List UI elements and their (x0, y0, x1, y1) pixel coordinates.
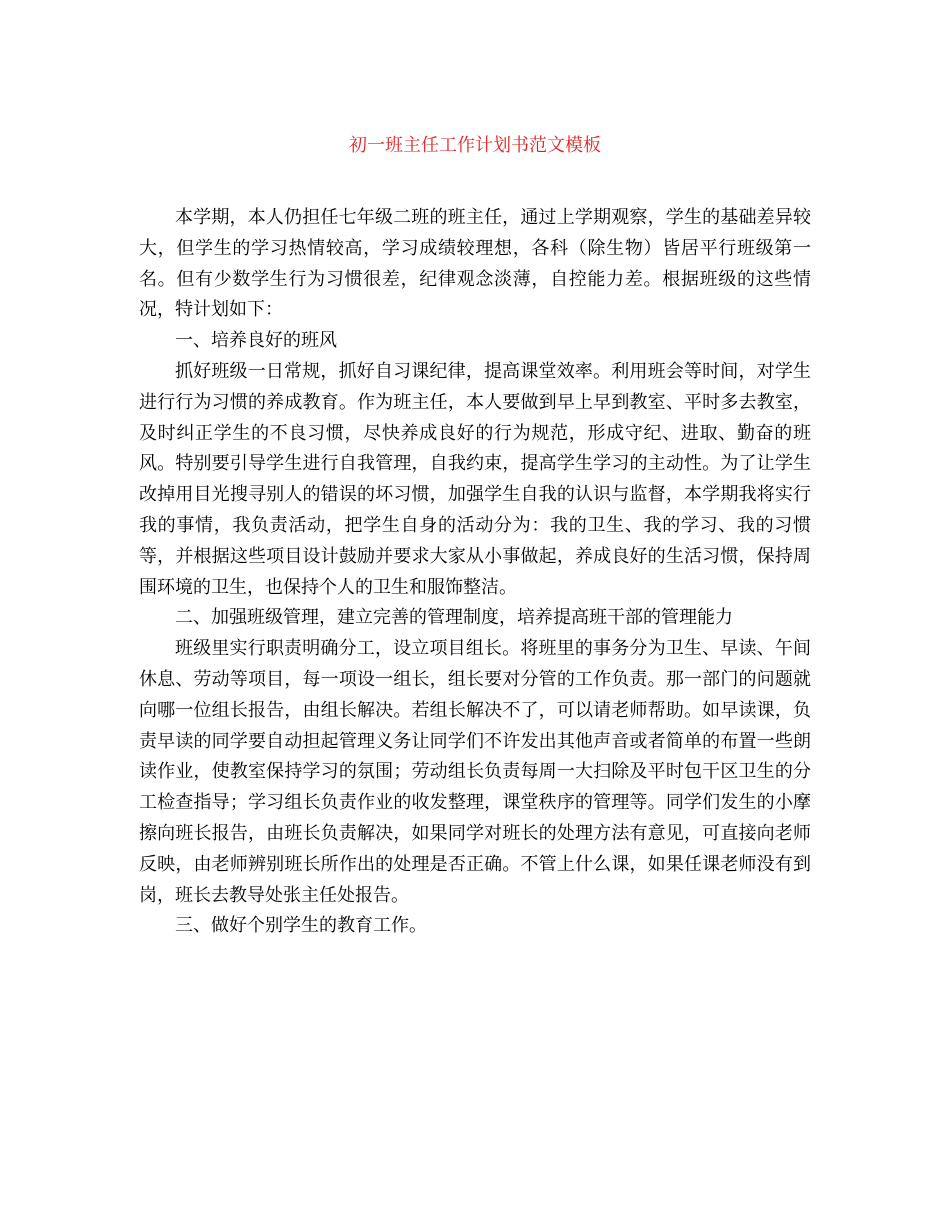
section-heading-1: 一、培养良好的班风 (175, 330, 337, 352)
paragraph-section-1: 抓好班级一日常规，抓好自习课纪律，提高课堂效率。利用班会等时间，对学生进行行为习惯的养成教育。作为班主任，本人要做到早上早到教室、平时多去教室，及时纠正学生的不良习惯，尽快养成良好的行为规范，形成守纪、进取、勤奋的班风。特别要引导学生进行自我管理，自我约束，提高学生学习的主动性。为了让学生改掉用目光搜寻别人的错误的坏习惯，加强学生自我的认识与监督，本学期我将实行我的事情，我负责活动，把学生自身的活动分为：我的卫生、我的学习、我的习惯等，并根据这些项目设计鼓励并要求大家从小事做起，养成良好的生活习惯，保持周围环境的卫生，也保持个人的卫生和服饰整洁。 (139, 360, 811, 598)
document-title: 初一班主任工作计划书范文模板 (349, 135, 601, 156)
section-heading-2: 二、加强班级管理，建立完善的管理制度，培养提高班干部的管理能力 (175, 607, 733, 629)
paragraph-section-2: 班级里实行职责明确分工，设立项目组长。将班里的事务分为卫生、早读、午间休息、劳动等项目，每一项设一组长，组长要对分管的工作负责。那一部门的问题就向哪一位组长报告，由组长解决。若组长解决不了，可以请老师帮助。如早读课，负责早读的同学要自动担起管理义务让同学们不许发出其他声音或者简单的布置一些朗读作业，使教室保持学习的氛围；劳动组长负责每周一大扫除及平时包干区卫生的分工检查指导；学习组长负责作业的收发整理，课堂秩序的管理等。同学们发生的小摩擦向班长报告，由班长负责解决，如果同学对班长的处理方法有意见，可直接向老师反映，由老师辨别班长所作出的处理是否正确。不管上什么课，如果任课老师没有到岗，班长去教导处张主任处报告。 (139, 638, 811, 906)
paragraph-intro: 本学期，本人仍担任七年级二班的班主任，通过上学期观察，学生的基础差异较大，但学生的学习热情较高，学习成绩较理想，各科（除生物）皆居平行班级第一名。但有少数学生行为习惯很差，纪律观念淡薄，自控能力差。根据班级的这些情况，特计划如下： (139, 207, 811, 321)
section-heading-3: 三、做好个别学生的教育工作。 (175, 915, 427, 937)
document-body (139, 203, 811, 942)
